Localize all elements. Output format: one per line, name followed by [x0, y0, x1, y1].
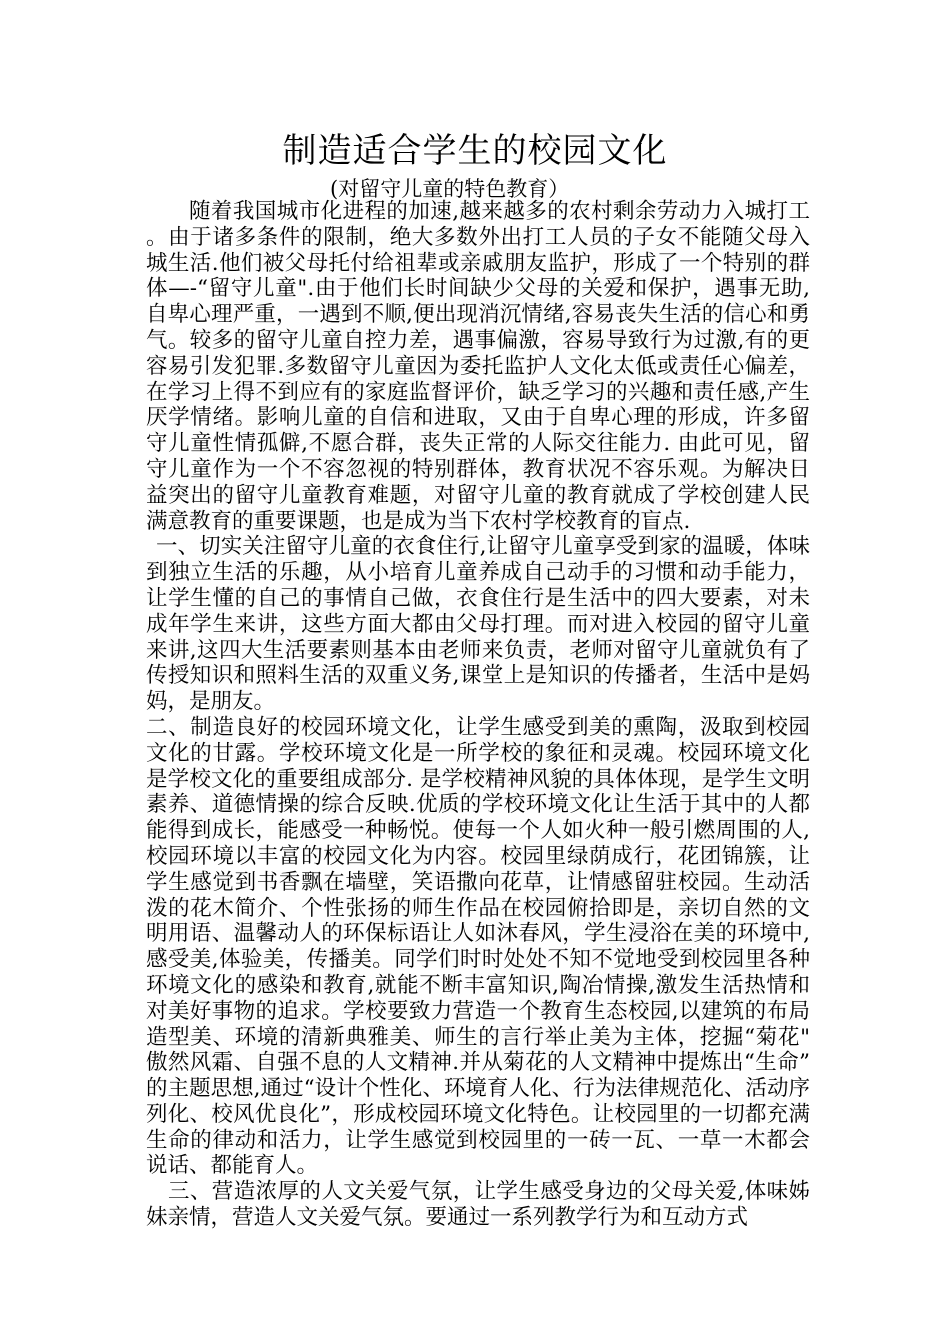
- paragraph-section-3: 三、营造浓厚的人文关爱气氛，让学生感受身边的父母关爱,体味姊妹亲情，营造人文关爱气氛。要通过一系列教学行为和互动方式: [146, 1179, 810, 1231]
- document-title: 制造适合学生的校园文化: [282, 131, 668, 171]
- paragraph-section-2: 二、制造良好的校园环境文化，让学生感受到美的熏陶，汲取到校园文化的甘露。学校环境文化是一所学校的象征和灵魂。校园环境文化是学校文化的重要组成部分. 是学校精神风貌的具体体现，是学生文明素养、道德情操的综合反映.优质的学校环境文化让生活于其中的人都能得到成长，能感受一种畅悦。使每一个人如火种一般引燃周围的人,校园环境以丰富的校园文化为内容。校园里绿荫成行，花团锦簇，让学生感觉到书香飘在墙壁，笑语撒向花草，让情感留驻校园。生动活泼的花木简介、个性张扬的师生作品在校园俯拾即是，亲切自然的文明用语、温馨动人的环保标语让人如沐春风，学生浸浴在美的环境中,感受美,体验美，传播美。同学们时时处处不知不觉地受到校园里各种环境文化的感染和教育,就能不断丰富知识,陶冶情操,激发生活热情和对美好事物的追求。学校要致力营造一个教育生态校园,以建筑的布局造型美、环境的清新典雅美、师生的言行举止美为主体，挖掘“菊花"傲然风霜、自强不息的人文精神.并从菊花的人文精神中提炼出“生命”的主题思想,通过“设计个性化、环境育人化、行为法律规范化、活动序列化、校风优良化”，形成校园环境文化特色。让校园里的一切都充满生命的律动和活力，让学生感觉到校园里的一砖一瓦、一草一木都会说话、都能育人。: [146, 714, 810, 1179]
- paragraph-intro: 随着我国城市化进程的加速,越来越多的农村剩余劳动力入城打工。由于诸多条件的限制，绝大多数外出打工人员的子女不能随父母入城生活.他们被父母托付给祖辈或亲戚朋友监护，形成了一个特别的群体—-“留守儿童".由于他们长时间缺少父母的关爱和保护，遇事无助,自卑心理严重，一遇到不顺,便出现消沉情绪,容易丧失生活的信心和勇气。较多的留守儿童自控力差，遇事偏激，容易导致行为过激,有的更容易引发犯罪.多数留守儿童因为委托监护人文化太低或责任心偏差，在学习上得不到应有的家庭监督评价，缺乏学习的兴趣和责任感,产生厌学情绪。影响儿童的自信和进取，又由于自卑心理的形成，许多留守儿童性情孤僻,不愿合群，丧失正常的人际交往能力. 由此可见，留守儿童作为一个不容忽视的特别群体，教育状况不容乐观。为解决日益突出的留守儿童教育难题，对留守儿童的教育就成了学校创建人民满意教育的重要课题，也是成为当下农村学校教育的盲点.: [146, 199, 810, 534]
- document-subtitle: (对留守儿童的特色教育）: [330, 177, 570, 201]
- document-body: [146, 199, 810, 1231]
- paragraph-section-1: 一、切实关注留守儿童的衣食住行,让留守儿童享受到家的温暖，体味到独立生活的乐趣，从小培育儿童养成自己动手的习惯和动手能力，让学生懂的自己的事情自己做，衣食住行是生活中的四大要素，对未成年学生来讲，这些方面大都由父母打理。而对进入校园的留守儿童来讲,这四大生活要素则基本由老师来负责，老师对留守儿童就负有了传授知识和照料生活的双重义务,课堂上是知识的传播者，生活中是妈妈，是朋友。: [146, 534, 810, 715]
